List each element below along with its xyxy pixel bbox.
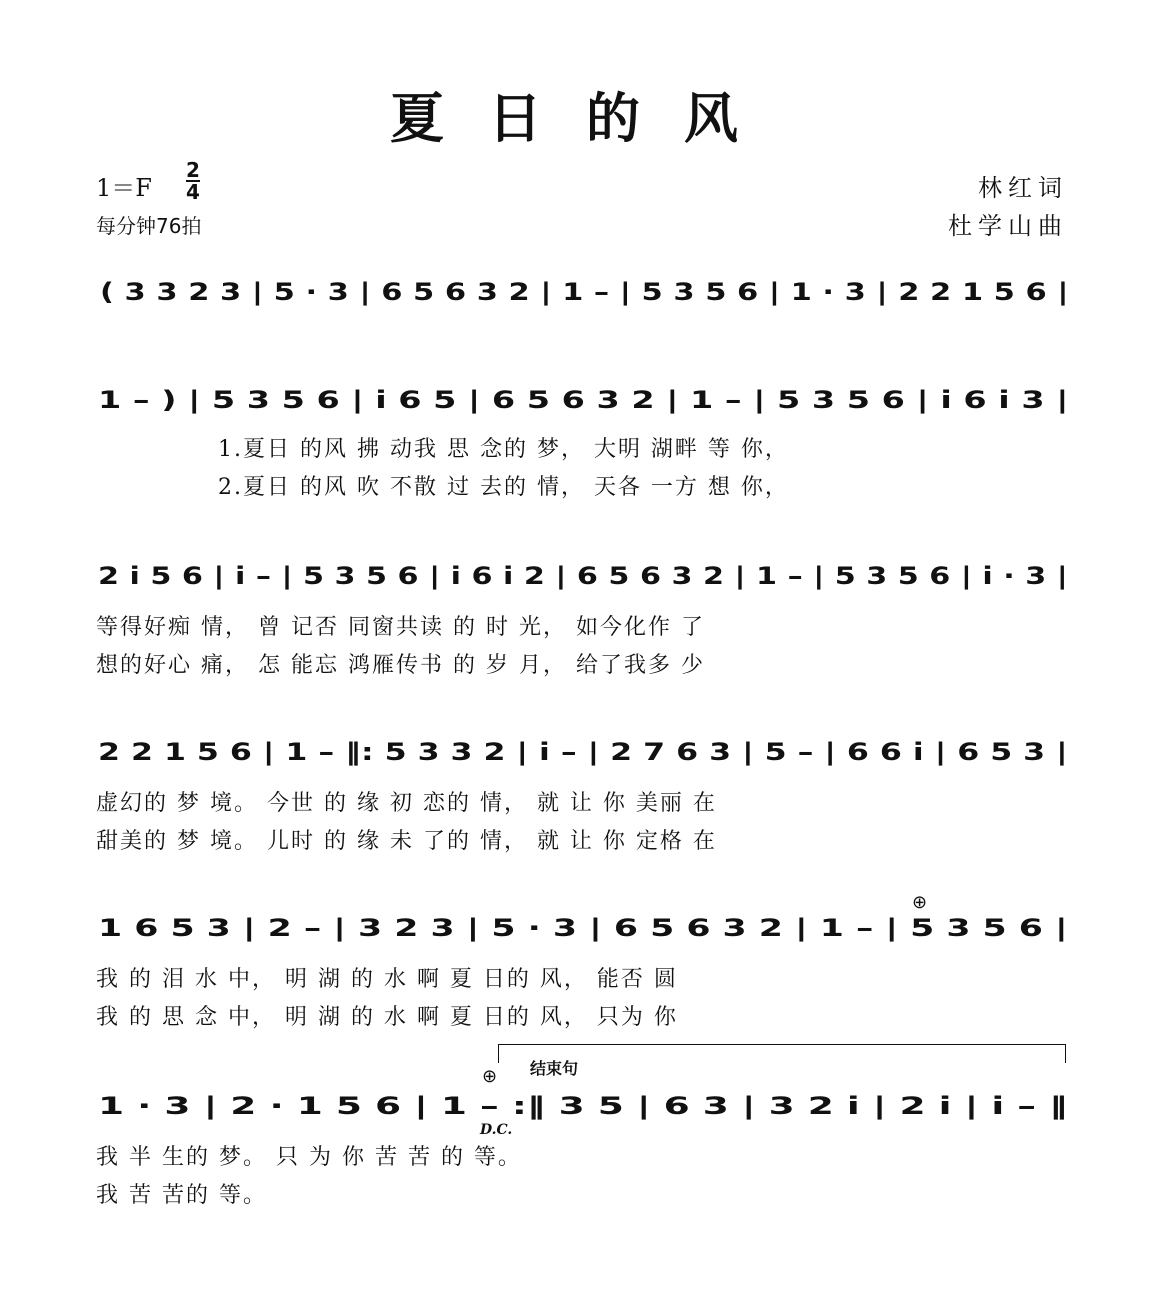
lyric-verse-2: 我 苦 苦的 等。 <box>96 1183 267 1208</box>
coda-sign-icon: ⊕ <box>482 1066 498 1087</box>
time-signature-top: 2 <box>186 158 200 182</box>
key-signature: 1＝F <box>96 174 152 202</box>
lyric-verse-1: 1.夏日 的风 拂 动我 思 念的 梦， 大明 湖畔 等 你， <box>218 437 789 462</box>
time-signature <box>184 160 202 202</box>
song-title: 夏日的风 <box>390 86 782 150</box>
score-row-2 <box>0 386 1172 500</box>
notation-line: ( 3 3 2 3 | 5 · 3 | 6 5 6 3 2 | 1 – | 5 3 5 6 | 1 · 3 | 2 2 1 5 6 | <box>100 278 1069 306</box>
lyric-verse-1: 等得好痴 情， 曾 记否 同窗共读 的 时 光， 如今化作 了 <box>96 615 705 640</box>
time-signature-bottom: 4 <box>186 180 200 204</box>
notation-line: 2 2 1 5 6 | 1 – ‖: 5 3 3 2 | i – | 2 7 6 3 | 5 – | 6 6 i | 6 5 3 | <box>98 738 1068 766</box>
tempo-marking: 每分钟76拍 <box>96 214 202 238</box>
lyric-verse-1: 我 的 泪 水 中， 明 湖 的 水 啊 夏 日的 风， 能否 圆 <box>96 967 678 992</box>
score-row-1 <box>0 278 1172 306</box>
lyric-verse-2: 我 的 思 念 中， 明 湖 的 水 啊 夏 日的 风， 只为 你 <box>96 1005 678 1030</box>
score-row-4 <box>0 738 1172 854</box>
notation-line: 1 6 5 3 | 2 – | 3 2 3 | 5 · 3 | 6 5 6 3 2 | 1 – | 5 3 5 6 | <box>98 914 1068 942</box>
lyric-verse-1: 我 半 生的 梦。 只 为 你 苦 苦 的 等。 <box>96 1145 522 1170</box>
notation-line: 1 – ) | 5 3 5 6 | i 6 5 | 6 5 6 3 2 | 1 – | 5 3 5 6 | i 6 i 3 | <box>98 386 1069 414</box>
coda-sign-icon: ⊕ <box>912 892 928 913</box>
score-row-3 <box>0 562 1172 678</box>
lyric-verse-2: 甜美的 梦 境。 儿时 的 缘 未 了的 情， 就 让 你 定格 在 <box>96 829 717 854</box>
lyric-verse-1: 虚幻的 梦 境。 今世 的 缘 初 恋的 情， 就 让 你 美丽 在 <box>96 791 717 816</box>
dc-marking: D.C. <box>480 1122 513 1138</box>
ending-label: 结束句 <box>526 1056 582 1079</box>
ending-bracket <box>498 1044 1066 1063</box>
composer-credit: 杜学山曲 <box>948 212 1068 240</box>
score-row-5 <box>0 914 1172 1030</box>
notation-line: 2 i 5 6 | i – | 5 3 5 6 | i 6 i 2 | 6 5 6 3 2 | 1 – | 5 3 5 6 | i · 3 | <box>98 562 1068 590</box>
notation-line: 1 · 3 | 2 · 1 5 6 | 1 – :‖ 3 5 | 6 3 | 3 2 i | 2 i | i – ‖ <box>98 1092 1068 1120</box>
lyricist-credit: 林红词 <box>978 174 1068 202</box>
lyric-verse-2: 想的好心 痛， 怎 能忘 鸿雁传书 的 岁 月， 给了我多 少 <box>96 653 705 678</box>
lyric-verse-2: 2.夏日 的风 吹 不散 过 去的 情， 天各 一方 想 你， <box>218 475 789 500</box>
